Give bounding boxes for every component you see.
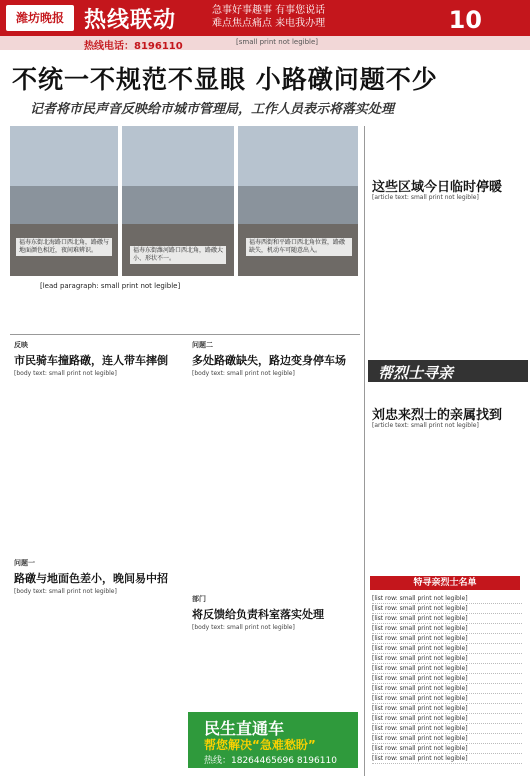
thanks-row: [list row: small print not legible] <box>372 664 522 674</box>
photo-caption: 福寿西街和平路口西北角位置，路礅缺失，机动车可随意出入。 <box>246 238 352 256</box>
col1-body: [body text: small print not legible] <box>14 370 117 377</box>
thanks-row: [list row: small print not legible] <box>372 674 522 684</box>
subheadline: 记者将市民声音反映给市城市管理局，工作人员表示将落实处理 <box>30 102 395 117</box>
thanks-row: [list row: small print not legible] <box>372 694 522 704</box>
col3-label: 问题一 <box>14 559 35 567</box>
col3-heading: 路礅与地面色差小，晚间易中招 <box>14 572 168 585</box>
slogan <box>212 4 325 30</box>
right-top-body: [article text: small print not legible] <box>372 194 479 201</box>
thanks-row: [list row: small print not legible] <box>372 754 522 764</box>
divider <box>10 334 360 335</box>
photo-caption: 福寿东街北海路口西北角，路礅与地面颜色相近，夜间难辨识。 <box>16 238 112 256</box>
thanks-row: [list row: small print not legible] <box>372 744 522 754</box>
thanks-row: [list row: small print not legible] <box>372 684 522 694</box>
thanks-row: [list row: small print not legible] <box>372 644 522 654</box>
ad-title: 民生直通车 <box>204 719 285 738</box>
martyr-banner-label: 帮烈士寻亲 <box>378 364 454 382</box>
right-top-title: 这些区域今日临时停暖 <box>372 180 503 195</box>
hotline: 热线电话：8196110 <box>84 41 183 52</box>
ad-slogan: 帮您解决“急难愁盼” <box>204 738 316 752</box>
thanks-row: [list row: small print not legible] <box>372 724 522 734</box>
thanks-row: [list row: small print not legible] <box>372 604 522 614</box>
col4-heading: 将反馈给负责科室落实处理 <box>192 608 324 621</box>
thanks-row: [list row: small print not legible] <box>372 714 522 724</box>
photo-2 <box>122 126 234 276</box>
right-mid-title: 刘忠来烈士的亲属找到 <box>372 408 503 423</box>
col3-body: [body text: small print not legible] <box>14 588 117 595</box>
thanks-row: [list row: small print not legible] <box>372 704 522 714</box>
thanks-row: [list row: small print not legible] <box>372 614 522 624</box>
col4-label: 部门 <box>192 595 206 603</box>
thanks-row: [list row: small print not legible] <box>372 654 522 664</box>
main-headline: 不统一不规范不显眼 小路礅问题不少 <box>12 65 438 94</box>
thanks-list <box>372 594 522 764</box>
col2-heading: 多处路礅缺失，路边变身停车场 <box>192 354 346 367</box>
thanks-heading: 特寻亲烈士名单 <box>370 576 520 590</box>
col2-body: [body text: small print not legible] <box>192 370 295 377</box>
photo-sky <box>122 126 234 186</box>
thanks-row: [list row: small print not legible] <box>372 634 522 644</box>
col4-body: [body text: small print not legible] <box>192 624 295 631</box>
thanks-row: [list row: small print not legible] <box>372 624 522 634</box>
right-mid-body: [article text: small print not legible] <box>372 422 479 429</box>
col2-label: 问题二 <box>192 341 213 349</box>
thanks-row: [list row: small print not legible] <box>372 734 522 744</box>
martyr-banner <box>368 360 528 382</box>
section-title: 热线联动 <box>84 8 177 33</box>
lead-paragraph: [lead paragraph: small print not legible] <box>40 282 181 290</box>
column-divider <box>364 126 365 776</box>
slogan-line-2: 难点焦点痛点 来电我办理 <box>212 18 326 29</box>
editor-meta: [small print not legible] <box>236 38 319 46</box>
ad-phone: 热线：18264465696 8196110 <box>204 756 337 766</box>
photo-1 <box>10 126 118 276</box>
photo-sky <box>238 126 358 186</box>
photo-sky <box>10 126 118 186</box>
photo-3 <box>238 126 358 276</box>
thanks-row: [list row: small print not legible] <box>372 594 522 604</box>
bottom-ad <box>188 712 358 768</box>
page-number: 10 <box>448 6 482 34</box>
paper-logo: 潍坊晚报 <box>6 5 74 31</box>
section-label: 反映 <box>14 341 28 349</box>
masthead <box>0 0 530 36</box>
col1-heading: 市民骑车撞路礅，连人带车摔倒 <box>14 354 168 367</box>
slogan-line-1: 急事好事趣事 有事您说话 <box>212 5 326 16</box>
photo-caption: 福寿东街潍河路口西北角，路礅大小、形状不一。 <box>130 246 226 264</box>
